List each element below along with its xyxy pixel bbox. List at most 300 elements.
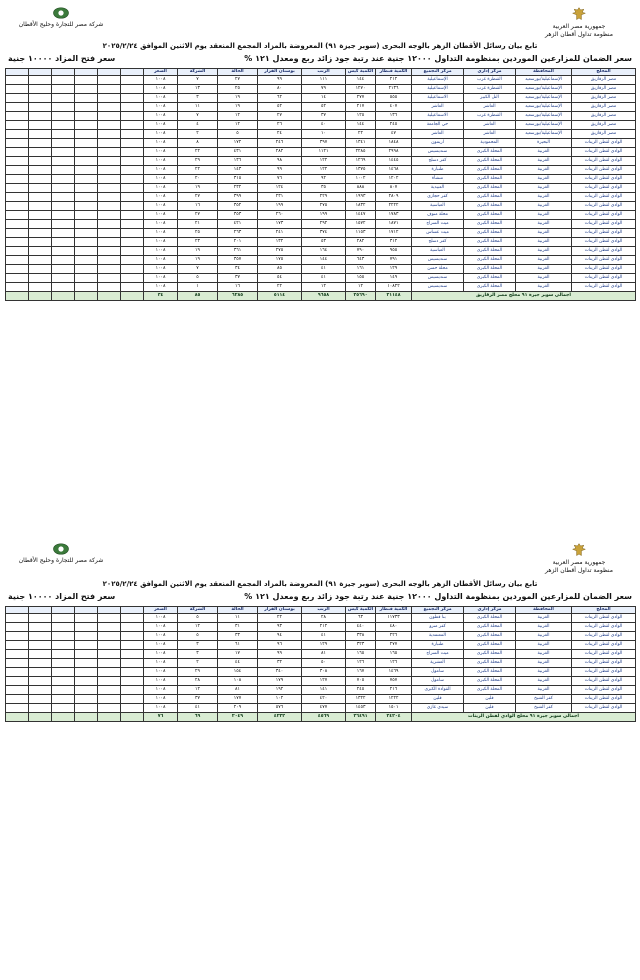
table-cell: ٣٤٠ [258,668,302,677]
table-cell-blank [29,614,52,623]
table-cell: ٥٠ [302,659,346,668]
table-cell: ٤٤ [218,659,258,668]
table-row [6,677,636,686]
table-cell-blank [121,112,144,121]
total-cell-blank [52,292,75,301]
column-header-blank [52,69,75,76]
table-cell: ١٩ [178,256,218,265]
table-cell: الغربية [516,641,572,650]
table-cell: المحلة الكبرى [464,184,516,193]
table-cell: ١٢ [178,623,218,632]
table-cell-blank [121,614,144,623]
table-cell: ١١ [218,614,258,623]
table-cell-blank [29,103,52,112]
table-cell: مصر الزقازيق [572,112,636,121]
table-cell-blank [98,704,121,713]
total-cell-blank [121,292,144,301]
table-cell-blank [6,94,29,103]
table-cell: الغربية [516,632,572,641]
table-cell-blank [6,229,29,238]
table-cell-blank [98,193,121,202]
table-cell: ٣٠٨ [302,668,346,677]
table-cell-blank [6,677,29,686]
table-cell: الوادي لقطن الزيتات [572,650,636,659]
table-cell: ٦٣ [346,614,376,623]
table-cell-blank [121,623,144,632]
table-cell: ١٤٦٨ [376,166,412,175]
total-cell: ٦٢٨٥ [218,292,258,301]
table-cell-blank [121,695,144,704]
table-cell-blank [121,704,144,713]
table-cell: ٢٧٥ [302,202,346,211]
table-cell: ٧٩١ [376,256,412,265]
column-header: الحالة [218,69,258,76]
column-header-blank [6,607,29,614]
table-cell: ١٣٦ [218,157,258,166]
table-cell: ١٠٠٨ [144,283,178,292]
table-cell: المحلة الكبرى [464,677,516,686]
table-cell: ٢١ [178,220,218,229]
table-cell: ٢٧ [178,211,218,220]
table-cell: ١٢٢ [302,157,346,166]
table-cell: الغربية [516,157,572,166]
table-cell: مصر الزقازيق [572,121,636,130]
document-page-2 [0,540,640,980]
table-cell-blank [121,220,144,229]
table-cell: ٢٤١ [258,229,302,238]
table-cell: المحلة الكبرى [464,256,516,265]
table-row [6,112,636,121]
table-cell-blank [75,265,98,274]
table-row [6,623,636,632]
table-cell-blank [75,175,98,184]
column-header: الحالة [218,607,258,614]
table-cell-blank [52,256,75,265]
table-cell: ١٠٠٨ [144,659,178,668]
table-cell: ٢٤٥ [376,121,412,130]
table-row [6,695,636,704]
table-cell: ٢٦ [258,121,302,130]
table-cell: ١٤٣ [218,166,258,175]
table-cell-blank [121,85,144,94]
table-cell: ٤١ [178,704,218,713]
table-cell: ١١٥٣ [346,229,376,238]
table-cell: الوادي لقطن الزيتات [572,184,636,193]
table-cell-blank [29,76,52,85]
table-cell-blank [52,94,75,103]
table-cell: ١٠٠٨ [144,202,178,211]
company-logo-icon [52,542,70,556]
table-cell-blank [121,157,144,166]
table-row [6,202,636,211]
table-cell-blank [75,614,98,623]
table-cell: ٨٠ [258,85,302,94]
table-cell: ٩٨ [258,157,302,166]
table-cell-blank [6,614,29,623]
table-cell: المحلة الكبرى [464,193,516,202]
table-cell: ١٤٦٩ [376,668,412,677]
table-cell-blank [29,677,52,686]
table-cell: ١٢٤ [258,184,302,193]
table-cell: ٣٥٣ [218,211,258,220]
table-cell: ١٠٠٢ [346,175,376,184]
table-cell: ١٠٠٨ [144,695,178,704]
table-cell: ٨٥ [258,265,302,274]
table-cell: الإسماعيلية [412,76,464,85]
table-row [6,103,636,112]
table-cell-blank [75,641,98,650]
column-header: المحافظة [516,607,572,614]
table-cell-blank [121,283,144,292]
table-row [6,76,636,85]
page2-data-table [5,606,636,722]
table-cell: ١٩ [178,184,218,193]
table-cell: ١٢٩ [376,265,412,274]
table-cell-blank [75,157,98,166]
table-cell: ٣٩٩ [218,193,258,202]
column-header-blank [121,607,144,614]
column-header: المحلج [572,607,636,614]
table-cell: ٢٠١ [218,238,258,247]
table-cell-blank [98,166,121,175]
table-cell-blank [98,211,121,220]
table-cell-blank [75,139,98,148]
table-cell: سامول [412,668,464,677]
opening-price: سعر فتح المزاد ١٠٠٠٠ جنية [8,54,116,63]
total-cell-blank [75,713,98,722]
table-cell: ١٩ [218,103,258,112]
table-cell-blank [121,256,144,265]
table-cell: الإسماعيلية/بورسعيد [516,103,572,112]
total-cell: ٨٥ [178,292,218,301]
table-cell-blank [29,193,52,202]
table-cell: ميت عساس [412,229,464,238]
table-cell: ٢٦٣ [218,229,258,238]
table-cell: ١٩٩ [302,211,346,220]
table-cell-blank [98,659,121,668]
table-cell: كفر دسلج [412,157,464,166]
column-header: مركز إداري [464,69,516,76]
table-row [6,229,636,238]
table-cell-blank [29,265,52,274]
table-cell: المحمودية [464,139,516,148]
table-cell-blank [6,265,29,274]
table-cell-blank [75,283,98,292]
table-cell: ١٢٥ [346,112,376,121]
table-cell: ٢٩٩٨ [376,148,412,157]
table-cell: ١٠٢ [258,695,302,704]
table-cell: كفر دسلج [412,238,464,247]
table-cell: الوادي لقطن الزيتات [572,283,636,292]
table-cell: محلة حسن [412,265,464,274]
table-cell-blank [52,130,75,139]
table-cell: ٢٢٨٥ [346,148,376,157]
page1-header-right [524,6,634,39]
total-cell-blank [75,292,98,301]
page2-header-right [524,542,634,575]
column-header-blank [75,607,98,614]
table-cell: ٦٢ [258,94,302,103]
table-cell-blank [6,139,29,148]
table-cell: ٢١٢ [302,623,346,632]
table-cell: ٢٢ [178,148,218,157]
table-cell-blank [29,121,52,130]
table-cell-blank [6,157,29,166]
table-cell: المحلة الكبرى [464,211,516,220]
table-cell-blank [52,677,75,686]
total-cell: ٤٢٢٢ [258,713,302,722]
table-cell: الوادي لقطن الزيتات [572,229,636,238]
table-row [6,85,636,94]
table-cell-blank [98,184,121,193]
table-cell-blank [98,229,121,238]
column-header: الكمية قنطار [376,69,412,76]
total-cell-blank [29,713,52,722]
table-cell-blank [98,650,121,659]
total-cell: ٩٦٥٨ [302,292,346,301]
table-cell: ٢٤٦ [258,139,302,148]
table-cell: الغربية [516,211,572,220]
table-cell-blank [6,220,29,229]
table-cell-blank [52,229,75,238]
table-cell-blank [29,659,52,668]
table-cell: المحلة الكبرى [464,229,516,238]
table-cell: ٤٨٠ [376,623,412,632]
column-header: الكمية كيس [346,69,376,76]
table-cell: ١٠٠٨ [144,632,178,641]
table-cell: ١٤٤٧ [346,211,376,220]
table-cell: الغربية [516,202,572,211]
table-cell-blank [6,632,29,641]
table-cell: ٤١ [302,265,346,274]
table-cell: ١٢٩ [302,641,346,650]
table-cell: ٢٩ [178,668,218,677]
table-cell: ٥ [178,274,218,283]
column-header: الشركة [178,607,218,614]
table-cell-blank [75,202,98,211]
table-cell-blank [98,623,121,632]
eagle-emblem-icon [571,542,587,558]
table-cell: الغربية [516,166,572,175]
total-cell: ٦٩ [178,713,218,722]
table-cell: ٣٩٧ [302,139,346,148]
table-cell: قلين [464,704,516,713]
table-cell-blank [29,85,52,94]
table-cell: ١٥٧٢ [346,220,376,229]
table-cell-blank [98,220,121,229]
table-cell: الوادي لقطن الزيتات [572,265,636,274]
table-cell: البحيرة [516,139,572,148]
table-cell-blank [75,166,98,175]
table-cell: الإسماعيلية [412,85,464,94]
table-cell: ٢٦٠ [258,211,302,220]
table-cell: ٣١٥ [218,175,258,184]
table-row [6,686,636,695]
table-cell-blank [75,121,98,130]
column-header-blank [29,69,52,76]
table-cell: الغربية [516,677,572,686]
table-cell-blank [98,274,121,283]
table-cell: الوادي لقطن الزيتات [572,704,636,713]
column-header-blank [52,607,75,614]
table-cell-blank [6,175,29,184]
table-cell: ١٢٦٩ [346,157,376,166]
table-cell: ١٠٠٨ [144,85,178,94]
table-cell-blank [6,103,29,112]
table-cell: ٣ [178,94,218,103]
table-cell: ٦٤٣ [346,256,376,265]
table-cell: ١٢٢٢ [376,695,412,704]
table-cell-blank [98,695,121,704]
table-cell: ١٣٤١ [346,139,376,148]
table-cell-blank [52,193,75,202]
column-header: بوستان القرار [258,69,302,76]
table-cell-blank [6,130,29,139]
table-cell-blank [6,686,29,695]
table-cell-blank [121,668,144,677]
table-cell: الوادي لقطن الزيتات [572,274,636,283]
table-cell-blank [75,256,98,265]
table-cell: ١٩ [178,247,218,256]
table-cell: ٣١٢ [376,238,412,247]
company-logo-icon [52,6,70,20]
table-cell-blank [29,238,52,247]
table-cell-blank [29,650,52,659]
table-cell-blank [75,247,98,256]
table-cell: الغربية [516,193,572,202]
table-cell: ٢٤٥ [346,686,376,695]
table-cell: سنديسيس [412,256,464,265]
table-cell-blank [121,184,144,193]
table-cell: ٢٣ [178,238,218,247]
table-cell: الوادي لقطن الزيتات [572,695,636,704]
table-cell: ١٢٧٠ [346,85,376,94]
table-cell-blank [98,256,121,265]
table-cell: ٢٣١ [258,193,302,202]
table-cell-blank [98,677,121,686]
table-cell: العاشر [464,103,516,112]
table-cell-blank [121,265,144,274]
table-cell-blank [52,76,75,85]
table-cell: ١٢٦ [376,659,412,668]
table-cell-blank [98,130,121,139]
table-cell-blank [121,247,144,256]
table-cell: ١٠٠٨ [144,704,178,713]
table-cell: ١٧٥ [258,256,302,265]
table-cell-blank [52,175,75,184]
table-cell: ٣٧٤ [302,229,346,238]
table-cell-blank [52,103,75,112]
table-cell-blank [75,211,98,220]
table-cell: ٢٨٠٩ [376,193,412,202]
table-cell: ٣٥٢ [218,202,258,211]
column-header-blank [6,69,29,76]
table-cell-blank [29,668,52,677]
column-header: الشركة [178,69,218,76]
table-cell: ١٢ [346,283,376,292]
table-row [6,641,636,650]
guarantee-price: سعر الضمان للمزارعين الموردين بمنظومة التداول ١٢٠٠٠ جنية عند رتبة جود زائد ربع ومعدل ١٢١ % [244,54,632,63]
table-cell-blank [29,704,52,713]
table-row [6,184,636,193]
table-cell: سنديسيس [412,274,464,283]
total-cell: ٣٤ [144,292,178,301]
total-cell: ٢٠٤٩ [218,713,258,722]
total-cell: ٧٦ [144,713,178,722]
table-cell: ١٤٩ [376,274,412,283]
total-cell: ٢٥٦٩٠ [346,292,376,301]
table-cell: ٩٢ [302,175,346,184]
table-cell: ١٦٤ [302,247,346,256]
table-cell: ١٦٥ [346,650,376,659]
table-cell-blank [6,247,29,256]
table-cell: الإسماعيلية/بورسعيد [516,121,572,130]
table-cell: ٩٦ [258,641,302,650]
table-cell-blank [121,76,144,85]
table-cell-blank [98,202,121,211]
table-cell: ١٠٠٨ [144,184,178,193]
table-cell: الوادي لقطن الزيتات [572,166,636,175]
table-row [6,139,636,148]
table-cell-blank [121,632,144,641]
table-row [6,148,636,157]
table-cell-blank [29,274,52,283]
table-cell: ١٠٠٨ [144,103,178,112]
table-cell: الغربية [516,256,572,265]
table-cell-blank [75,85,98,94]
table-cell-blank [52,184,75,193]
table-cell-blank [75,686,98,695]
table-row [6,211,636,220]
table-cell: ٢ [178,130,218,139]
table-cell-blank [121,166,144,175]
table-cell-blank [121,94,144,103]
table-cell: الوادي لقطن الزيتات [572,211,636,220]
table-cell-blank [121,202,144,211]
table-cell-blank [29,139,52,148]
table-cell: الوادي لقطن الزيتات [572,193,636,202]
table-cell: ١٠٠٨ [144,274,178,283]
table-cell-blank [121,238,144,247]
column-header: الرتب [302,607,346,614]
table-cell: ٢١٧ [346,103,376,112]
table-cell: ١٠٠٨ [144,76,178,85]
table-cell: المحلة الكبرى [464,148,516,157]
table-cell: ١٧٩ [258,677,302,686]
table-cell: ٣٧ [178,695,218,704]
table-cell: ١٧٢ [218,139,258,148]
table-cell: ٣٤ [218,265,258,274]
table-cell: ٥ [178,614,218,623]
table-cell-blank [98,238,121,247]
table-cell-blank [52,274,75,283]
table-cell-blank [98,614,121,623]
table-cell: المحلة الكبرى [464,202,516,211]
table-cell: ٢٨٢ [346,238,376,247]
total-cell-blank [121,713,144,722]
table-cell-blank [75,704,98,713]
table-cell: ١٠٠٨ [144,623,178,632]
table-cell-blank [6,112,29,121]
table-cell: ١٥٥ [346,274,376,283]
table-row [6,265,636,274]
table-cell-blank [6,184,29,193]
table-cell: العاشر [464,121,516,130]
table-cell-blank [29,166,52,175]
table-cell: ٧٠٥ [346,677,376,686]
table-cell: الغربية [516,623,572,632]
column-header-blank [29,607,52,614]
